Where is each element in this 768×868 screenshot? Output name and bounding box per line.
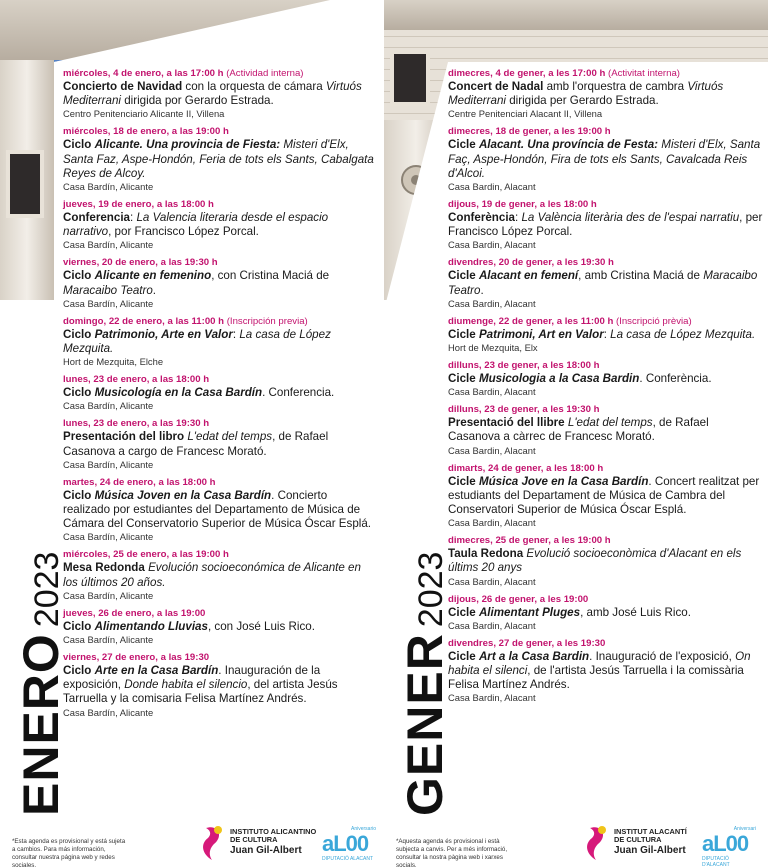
event-item (448, 638, 764, 705)
event-item (448, 199, 764, 251)
event-date: miércoles, 4 de enero, a las 17:00 h (Actividad interna) (63, 68, 304, 79)
event-place: Casa Bardin, Alacant (448, 517, 536, 529)
event-place: Casa Bardín, Alicante (63, 706, 154, 718)
event-date: dilluns, 23 de gener, a les 18:00 h (448, 360, 600, 372)
event-title: Mesa Redonda Evolución socioeconómica de Alicante en los últimos 20 años. (63, 561, 361, 589)
event-item (63, 199, 376, 251)
event-place: Casa Bardín, Alicante (63, 181, 154, 193)
event-item (63, 418, 376, 470)
event-item (448, 68, 764, 120)
event-place: Centro Penitenciario Alicante II, Villena (63, 108, 225, 120)
event-place: Casa Bardín, Alicante (63, 239, 154, 251)
event-date: domingo, 22 de enero, a las 11:00 h (Inscripción previa) (63, 315, 308, 327)
event-place: Casa Bardin, Alacant (448, 619, 536, 631)
event-note: (Inscripció prèvia) (615, 315, 692, 327)
event-date: dimecres, 4 de gener, a les 17:00 h (Activitat interna) (448, 68, 680, 79)
event-item (448, 594, 764, 632)
event-place: Casa Bardín, Alicante (63, 531, 154, 543)
event-title: Ciclo Arte en la Casa Bardín. Inauguración de la exposición, Donde habita el silencio, del artista Jesús Tarruella y la comisaria Felisa Martínez Andrés. (63, 664, 338, 706)
event-item (448, 535, 764, 587)
event-title: Ciclo Alimentando Lluvias, con José Luis Rico. (63, 619, 315, 633)
logo-line-1: INSTITUT ALACANTÍ (614, 826, 687, 836)
logo-line-1: INSTITUTO ALICANTINO (230, 826, 317, 836)
dip-top: Aniversari (733, 826, 756, 832)
event-title: Cicle Alimentant Pluges, amb José Luis Rico. (448, 605, 691, 619)
event-title: Ciclo Patrimonio, Arte en Valor: La casa de López Mezquita. (63, 327, 331, 356)
event-place: Casa Bardín, Alicante (63, 589, 154, 601)
event-item (448, 463, 764, 530)
event-item (63, 126, 376, 193)
logo-name: Juan Gil-Albert (614, 844, 686, 856)
diputacion-logo (322, 826, 376, 862)
event-note: (Activitat interna) (608, 68, 680, 79)
year-label: 2023 (28, 551, 66, 628)
event-title: Cicle Art a la Casa Bardin. Inauguració de l'exposició, On habita el silenci, de l'artista Jesús Tarruella i la comissària Felisa Martínez Andrés. (448, 649, 751, 692)
event-title: Taula Redona Evolució socioeconòmica d'Alacant en els últims 20 anys (448, 547, 742, 575)
dip-mark: aL00 (702, 831, 749, 856)
event-place: Casa Bardin, Alacant (448, 386, 536, 398)
disclaimer: *Aquesta agenda és provisional i està subjecta a canvis. Per a més informació, consultar la nostra pàgina web i xarxes socials. (396, 838, 508, 868)
event-place: Casa Bardin, Alacant (448, 575, 536, 587)
month-label: ENERO (13, 633, 69, 816)
event-note: (Actividad interna) (226, 68, 304, 79)
event-item (448, 257, 764, 309)
event-place: Hort de Mezquita, Elx (448, 342, 538, 354)
agenda-panel-va (384, 0, 768, 868)
dip-top: Aniversario (350, 826, 376, 832)
event-title: Ciclo Música Joven en la Casa Bardín. Concierto realizado por estudiantes del Departamento de Música de Cámara del Conservatorio Superior de Música Óscar Esplá. (63, 488, 372, 531)
dip-mark: aL00 (322, 831, 369, 856)
event-place: Casa Bardin, Alacant (448, 239, 536, 251)
event-title: Presentación del libro L'edat del temps, de Rafael Casanova a cargo de Francesc Morató. (63, 430, 329, 458)
event-date: dilluns, 23 de gener, a les 19:30 h (448, 404, 600, 416)
event-place: Casa Bardín, Alicante (63, 634, 154, 646)
event-date: diumenge, 22 de gener, a les 11:00 h (Inscripció prèvia) (448, 315, 692, 327)
dip-sub: DIPUTACIÓ D'ALACANT (702, 856, 730, 868)
event-place: Casa Bardín, Alicante (63, 297, 154, 309)
event-date: martes, 24 de enero, a las 18:00 h (63, 476, 216, 488)
event-title: Ciclo Alicante en femenino, con Cristina Maciá de Maracaibo Teatro. (63, 269, 330, 297)
month-heading (12, 552, 70, 816)
event-date: dimecres, 18 de gener, a les 19:00 h (448, 126, 611, 138)
event-date: jueves, 26 de enero, a las 19:00 (63, 607, 206, 619)
event-place: Casa Bardin, Alacant (448, 181, 536, 193)
event-place: Hort de Mezquita, Elche (63, 356, 164, 368)
disclaimer: *Esta agenda es provisional y está sujeta a cambios. Para más información, consultar nuestra página web y redes sociales. (12, 838, 126, 868)
comma-swirl-icon (200, 822, 226, 862)
event-title: Cicle Alacant en femení, amb Cristina Maciá de Maracaibo Teatro. (448, 269, 758, 297)
month-heading (396, 552, 454, 816)
event-item (63, 257, 376, 309)
event-title: Conferencia: La Valencia literaria desde el espacio narrativo, por Francisco López Porcal. (63, 211, 329, 239)
diputacion-logo (702, 826, 756, 868)
event-title: Presentació del llibre L'edat del temps, de Rafael Casanova a càrrec de Francesc Morató. (448, 416, 709, 444)
logo-line-2: DE CULTURA (614, 835, 662, 844)
event-item (448, 404, 764, 456)
gil-albert-logo (200, 822, 316, 862)
event-date: miércoles, 25 de enero, a las 19:00 h (63, 549, 229, 561)
year-label: 2023 (412, 551, 450, 628)
event-item (63, 652, 376, 719)
event-item (63, 549, 376, 601)
event-title: Cicle Patrimoni, Art en Valor: La casa de López Mezquita. (448, 327, 756, 341)
event-date: viernes, 27 de enero, a las 19:30 (63, 652, 210, 664)
event-date: lunes, 23 de enero, a las 19:30 h (63, 418, 210, 430)
event-place: Casa Bardin, Alacant (448, 297, 536, 309)
logo-line-2: DE CULTURA (230, 835, 278, 844)
month-label: GENER (397, 633, 453, 816)
event-title: Concierto de Navidad con la orquesta de cámara Virtuós Mediterrani dirigida por Gerardo Estrada. (63, 80, 362, 108)
event-place: Centre Penitenciari Alacant II, Villena (448, 108, 603, 120)
event-date: divendres, 27 de gener, a les 19:30 (448, 637, 606, 649)
event-list (448, 68, 764, 710)
event-item (448, 360, 764, 398)
event-title: Cicle Alacant. Una província de Festa: Misteri d'Elx, Santa Faç, Aspe-Hondón, Fira de tots els Sants, Cavalcada Reis d'Alcoi. (448, 138, 761, 180)
event-item (448, 316, 764, 354)
event-item (63, 608, 376, 646)
event-item (448, 126, 764, 193)
comma-swirl-icon (584, 822, 610, 862)
event-item (63, 316, 376, 368)
event-date: dimarts, 24 de gener, a les 18:00 h (448, 462, 604, 474)
event-title: Ciclo Alicante. Una provincia de Fiesta: Misteri d'Elx, Santa Faz, Aspe-Hondón, Feria de tots els Sants, Cabalgata Reyes de Alcoy. (63, 138, 374, 180)
event-title: Concert de Nadal amb l'orquestra de cambra Virtuós Mediterrani dirigida per Gerardo Estrada. (448, 80, 724, 108)
event-title: Conferència: La València literària des de l'espai narratiu, per Francisco López Porcal. (448, 211, 763, 239)
event-date: divendres, 20 de gener, a les 19:30 h (448, 257, 614, 269)
event-date: miércoles, 18 de enero, a las 19:00 h (63, 126, 229, 138)
event-place: Casa Bardín, Alicante (63, 400, 154, 412)
event-item (63, 374, 376, 412)
event-date: dijous, 26 de gener, a les 19:00 (448, 593, 589, 605)
event-title: Cicle Musicologia a la Casa Bardin. Conferència. (448, 372, 712, 386)
event-place: Casa Bardin, Alacant (448, 444, 536, 456)
event-item (63, 68, 376, 120)
gil-albert-logo (584, 822, 687, 862)
event-place: Casa Bardín, Alicante (63, 458, 154, 470)
dip-sub: DIPUTACIÓ ALACANT (322, 856, 374, 862)
logo-name: Juan Gil-Albert (230, 844, 302, 856)
event-date: viernes, 20 de enero, a las 19:30 h (63, 257, 218, 269)
event-note: (Inscripción previa) (226, 315, 308, 327)
event-title: Ciclo Musicología en la Casa Bardín. Conferencia. (63, 386, 335, 400)
event-date: dijous, 19 de gener, a les 18:00 h (448, 199, 597, 211)
event-place: Casa Bardin, Alacant (448, 692, 536, 704)
event-list (63, 68, 376, 725)
event-date: dimecres, 25 de gener, a les 19:00 h (448, 535, 611, 547)
event-date: jueves, 19 de enero, a las 18:00 h (63, 199, 214, 211)
event-title: Cicle Música Jove en la Casa Bardín. Concert realitzat per estudiants del Departament de Música de Cambra del Conservatori Superior de Música Óscar Esplá. (448, 474, 760, 517)
event-item (63, 477, 376, 544)
event-date: lunes, 23 de enero, a las 18:00 h (63, 374, 210, 386)
